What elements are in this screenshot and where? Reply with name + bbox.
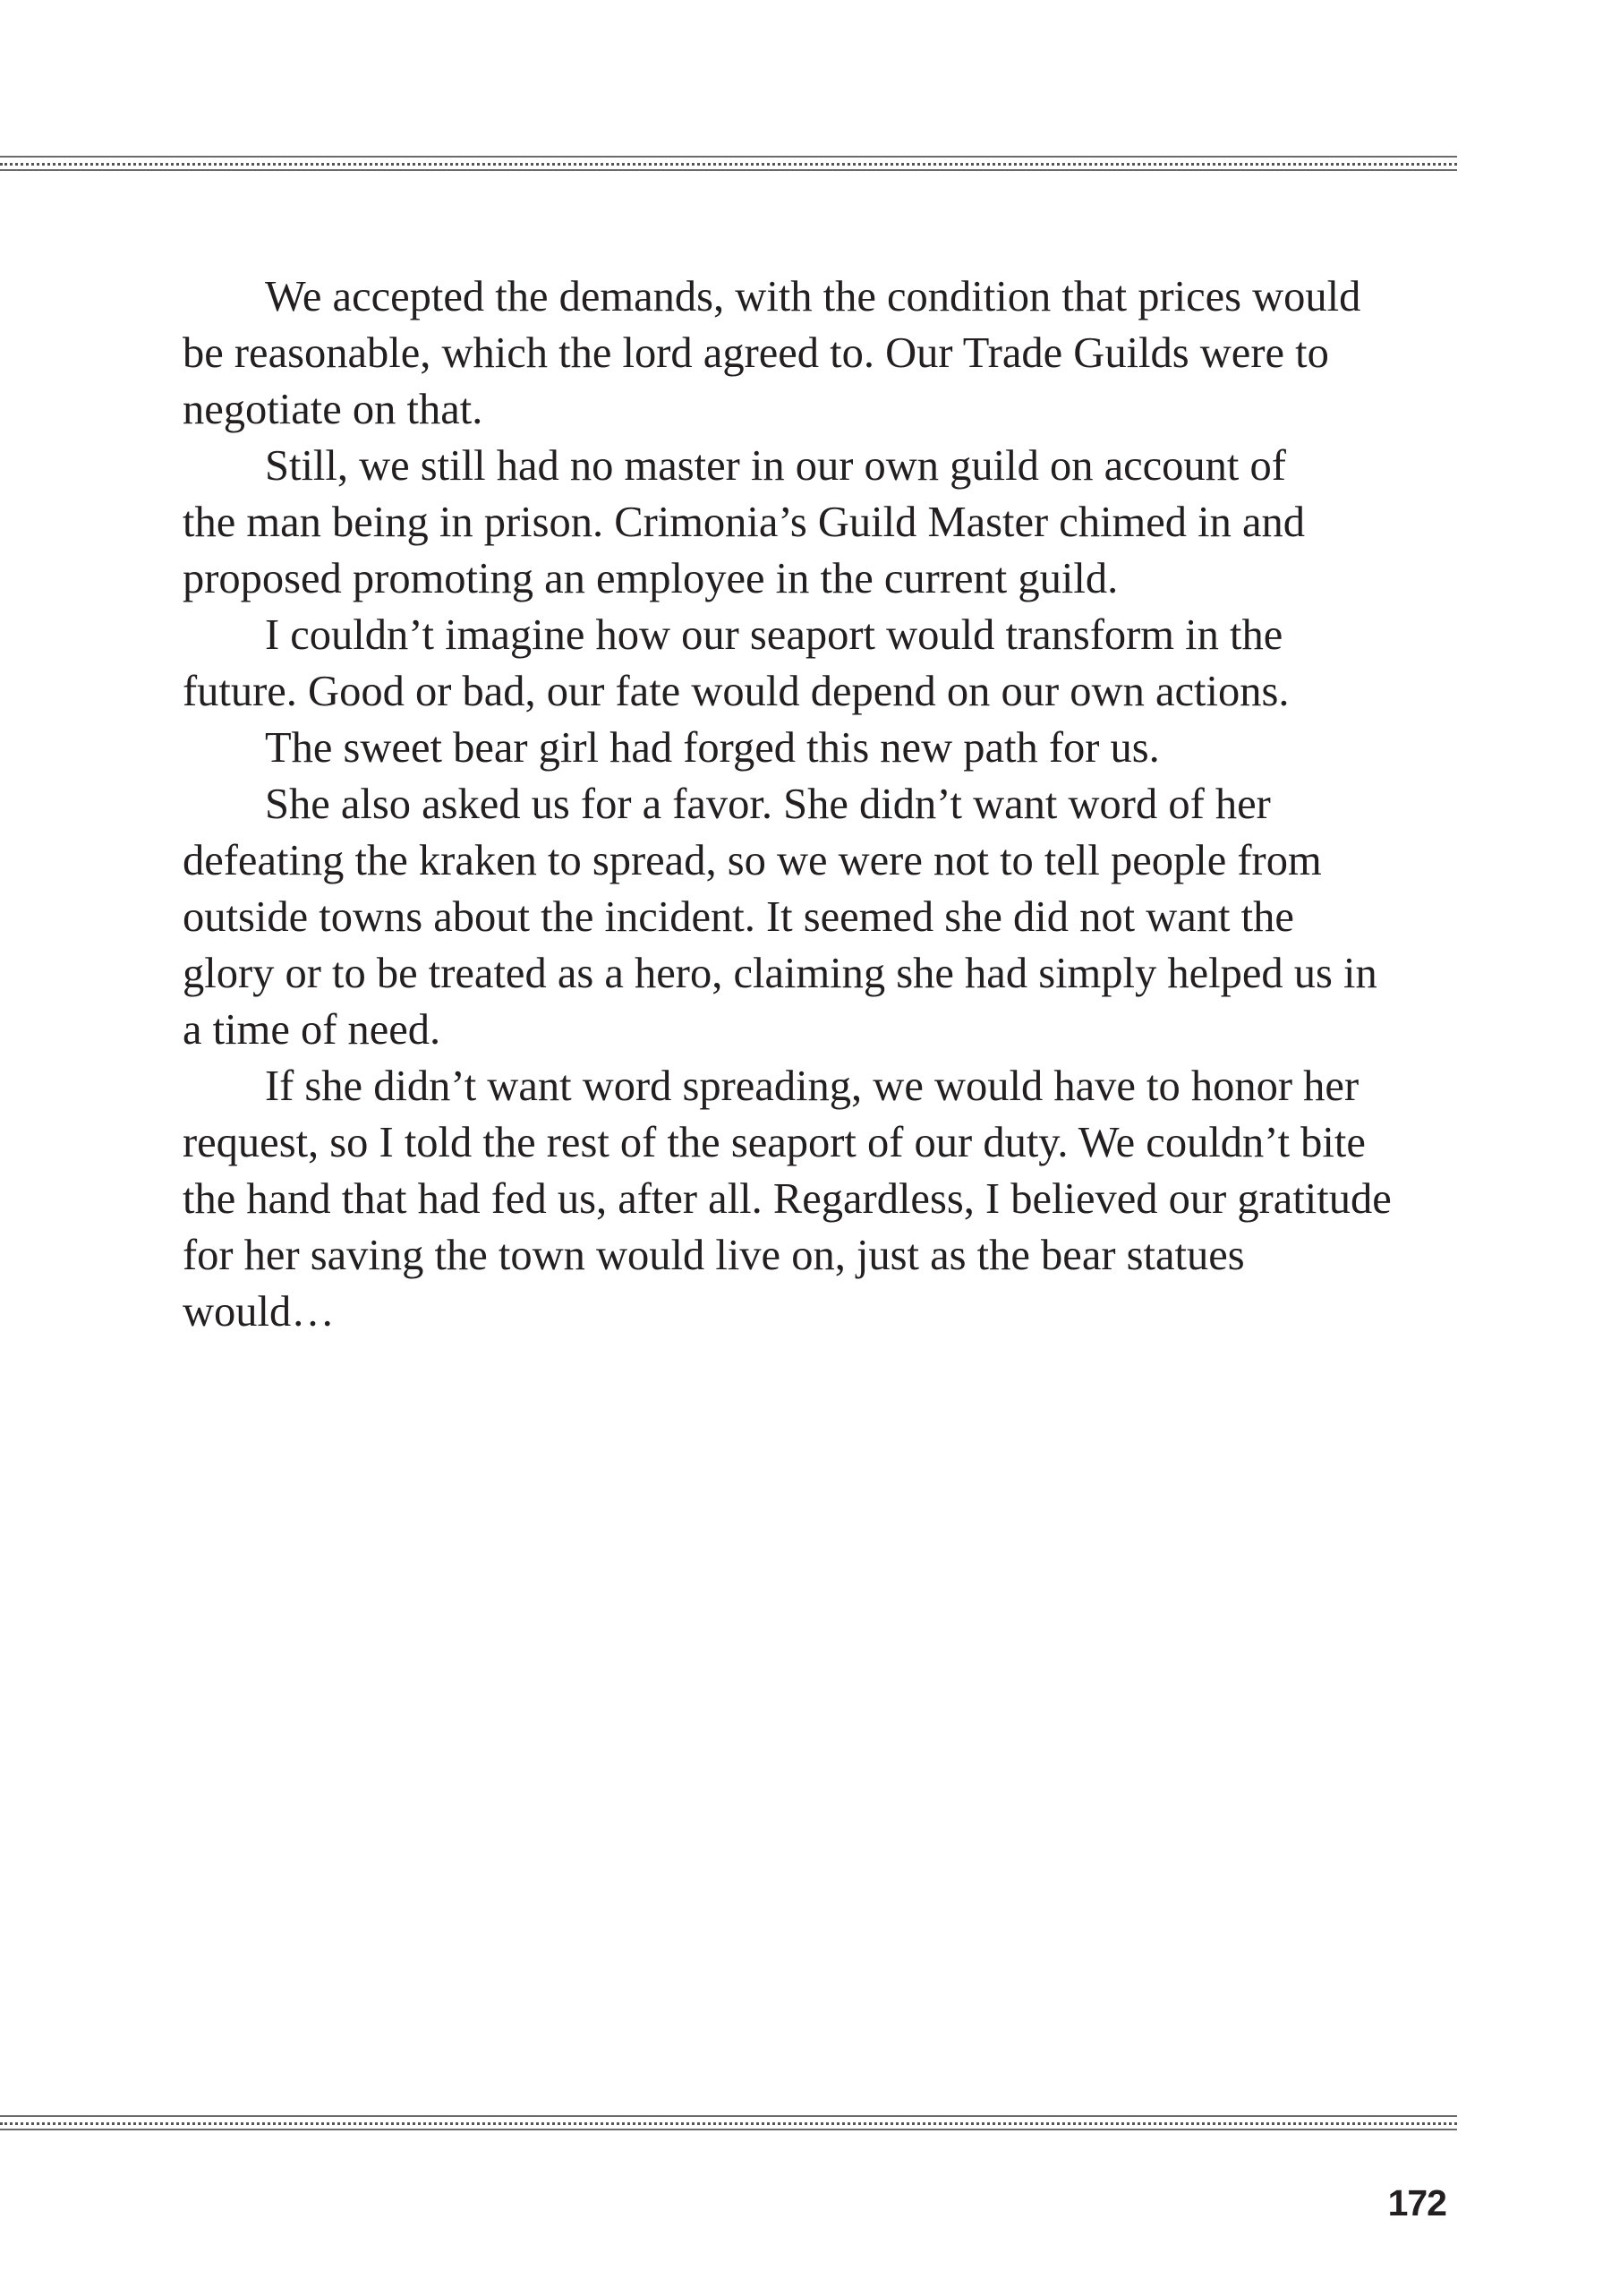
- text-line: be reasonable, which the lord agreed to. Our Trade Guilds were to: [183, 329, 1329, 377]
- page-number: 172: [1387, 2182, 1446, 2223]
- paragraph: [183, 776, 1471, 1058]
- text-line: glory or to be treated as a hero, claiming she had simply helped us in: [183, 950, 1377, 997]
- text-line: The sweet bear girl had forged this new path for us.: [265, 724, 1160, 772]
- paragraph: [183, 607, 1471, 720]
- text-line: If she didn’t want word spreading, we would have to honor her: [265, 1063, 1360, 1110]
- footer-rule-line: [0, 2115, 1457, 2117]
- text-line: proposed promoting an employee in the current guild.: [183, 555, 1119, 602]
- text-line: request, so I told the rest of the seaport of our duty. We couldn’t bite: [183, 1119, 1366, 1166]
- text-line: outside towns about the incident. It seemed she did not want the: [183, 893, 1294, 941]
- text-line: negotiate on that.: [183, 386, 483, 433]
- paragraph: [183, 438, 1471, 607]
- text-line: She also asked us for a favor. She didn’t want word of her: [265, 781, 1271, 828]
- paragraph: [183, 720, 1471, 776]
- paragraph: [183, 269, 1471, 438]
- header-rule-line: [0, 156, 1457, 158]
- footer-rule-dots: [0, 2122, 1457, 2125]
- text-line: would…: [183, 1288, 335, 1336]
- body-text: [183, 269, 1471, 1340]
- paragraph: [183, 1058, 1471, 1340]
- text-line: the man being in prison. Crimonia’s Guild Master chimed in and: [183, 499, 1306, 546]
- text-line: the hand that had fed us, after all. Regardless, I believed our gratitude: [183, 1175, 1392, 1223]
- text-line: I couldn’t imagine how our seaport would transform in the: [265, 611, 1283, 659]
- text-line: Still, we still had no master in our own guild on account of: [265, 442, 1286, 490]
- header-rule-line: [0, 169, 1457, 171]
- header-rule: [0, 156, 1457, 172]
- footer-rule-line: [0, 2129, 1457, 2130]
- footer-rule: [0, 2115, 1457, 2131]
- header-rule-dots: [0, 163, 1457, 166]
- text-line: We accepted the demands, with the condition that prices would: [265, 273, 1361, 320]
- text-line: defeating the kraken to spread, so we were not to tell people from: [183, 837, 1322, 884]
- text-line: a time of need.: [183, 1006, 441, 1054]
- text-line: future. Good or bad, our fate would depend on our own actions.: [183, 668, 1290, 715]
- text-line: for her saving the town would live on, just as the bear statues: [183, 1232, 1245, 1279]
